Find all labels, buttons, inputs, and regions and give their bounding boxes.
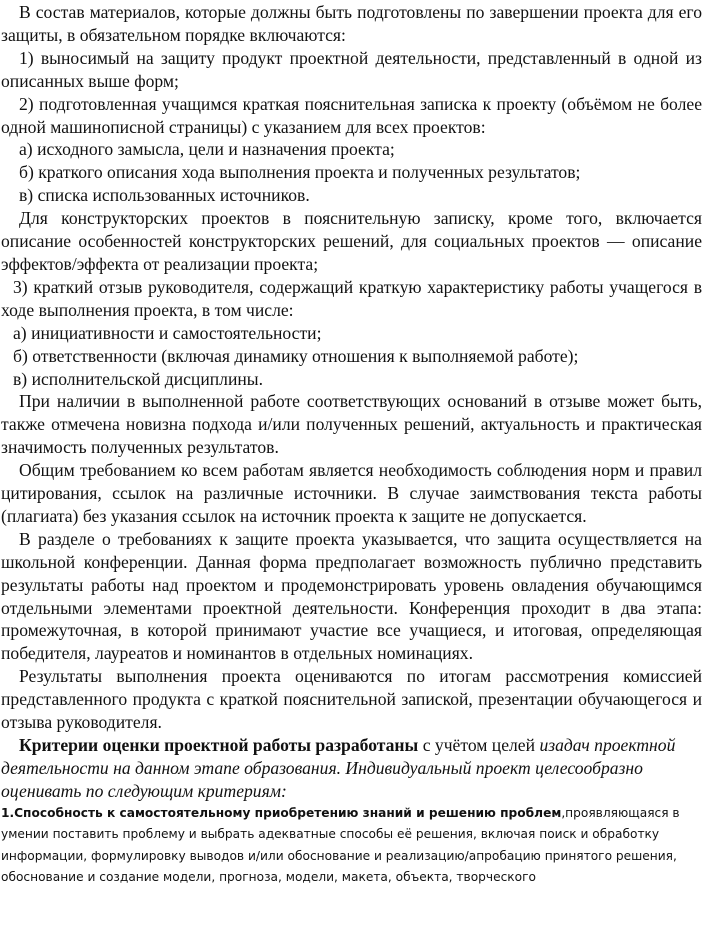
paragraph-evaluation: Результаты выполнения проекта оцениваются по итогам рассмотрения комиссией представленного продукта с краткой пояснительной запиской, презентации обучающегося и отзыва руководителя.	[1, 666, 702, 733]
criterion-1-description: ,проявляющаяся в умении поставить проблему и выбрать адекватные способы её решения, включая поиск и обработку информации, формулировку выводов и/или обоснование и реализацию/апробацию принятого решения, обоснование и создание модели, прогноза, модели, макета, объекта, творческого	[1, 805, 680, 884]
sub-item-2a: а) исходного замысла, цели и назначения проекта;	[19, 139, 395, 160]
sub-item-2c: в) списка использованных источников.	[19, 185, 310, 206]
paragraph-citation-rules: Общим требованием ко всем работам является необходимость соблюдения норм и правил цитирования, ссылок на различные источники. В случае заимствования текста работы (плагиата) без указания ссылок на источник проекта к защите не допускается.	[1, 460, 702, 526]
criteria-bold-text: Критерии оценки проектной работы разработаны	[19, 735, 419, 755]
list-item-1: 1) выносимый на защиту продукт проектной деятельности, представленный в одной из описанных выше форм;	[1, 47, 702, 91]
sub-item-2b: б) краткого описания хода выполнения проекта и полученных результатов;	[19, 162, 581, 183]
sub-item-3b: б) ответственности (включая динамику отношения к выполняемой работе);	[13, 345, 579, 366]
criteria-normal-text: с учётом целей	[418, 735, 540, 755]
paragraph-intro: В состав материалов, которые должны быть подготовлены по завершении проекта для его защиты, в обязательном порядке включаются:	[1, 2, 702, 45]
paragraph-review-notes: При наличии в выполненной работе соответствующих оснований в отзыве может быть, также отмечена новизна подхода и/или полученных решений, актуальность и практическая значимость полученных результатов.	[1, 391, 702, 458]
list-item-3: 3) краткий отзыв руководителя, содержащий краткую характеристику работы учащегося в ходе выполнения проекта, в том числе:	[1, 276, 702, 320]
paragraph-defense-requirements: В разделе о требованиях к защите проекта указывается, что защита осуществляется на школьной конференции. Данная форма предполагает возможность публично представить результаты работы над проектом и продемонстрировать уровень овладения обучающимся отдельными элементами проектной деятельности. Конференция проходит в два этапа: промежуточная, в которой принимают участие все учащиеся, и итоговая, определяющая победителя, лауреатов и номинантов в отдельных номинациях.	[1, 528, 702, 664]
sub-item-3a: а) инициативности и самостоятельности;	[13, 322, 322, 343]
criterion-1-title: 1.Способность к самостоятельному приобретению знаний и решению проблем	[1, 805, 562, 820]
sub-item-3c: в) исполнительской дисциплины.	[13, 368, 264, 389]
document-body	[1, 1, 702, 803]
list-item-2: 2) подготовленная учащимся краткая пояснительная записка к проекту (объёмом не более одной машинописной страницы) с указанием для всех проектов:	[1, 93, 702, 137]
criteria-italic-text: изадач проектной деятельности на данном этапе образования. Индивидуальный проект целесообразно оценивать по следующим критериям:	[1, 735, 676, 801]
paragraph-criteria	[1, 734, 702, 803]
criterion-item-1	[1, 803, 702, 889]
paragraph-design-projects: Для конструкторских проектов в пояснительную записку, кроме того, включается описание особенностей конструкторских решений, для социальных проектов — описание эффектов/эффекта от реализации проекта;	[1, 208, 702, 274]
